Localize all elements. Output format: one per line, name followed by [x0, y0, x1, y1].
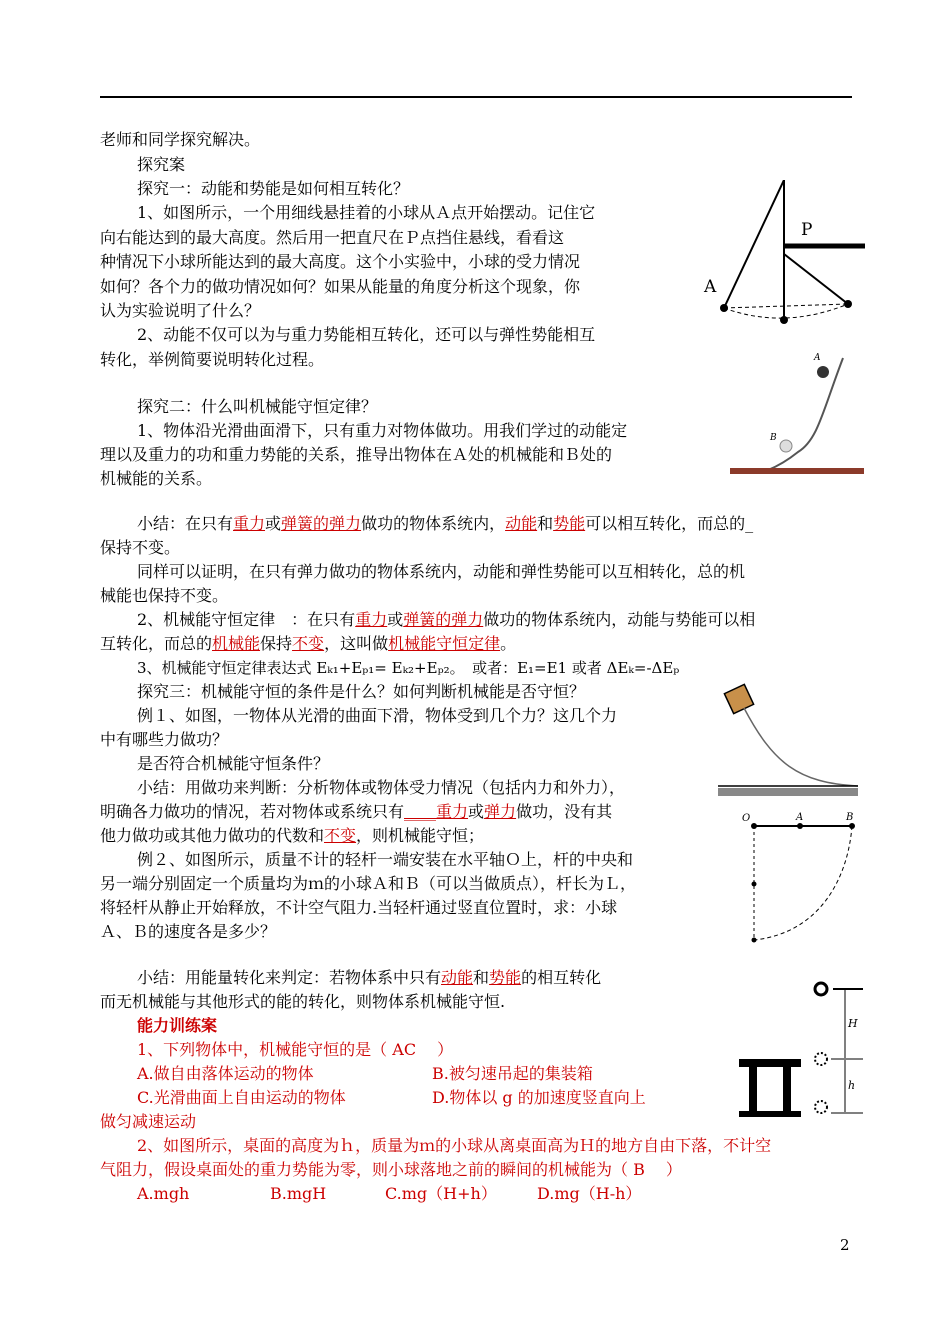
answer-blank: 弹簧的弹力	[281, 514, 362, 533]
pivot-o	[751, 823, 757, 829]
answer-blank: 重力	[355, 610, 388, 629]
table-figure	[735, 975, 865, 1125]
ball-table	[815, 1053, 827, 1065]
text: 做功的物体系统内，	[361, 514, 506, 533]
ball-ground	[815, 1101, 827, 1113]
text-line: 小结：用做功来判断：分析物体或物体受力情况（包括内力和外力），	[137, 778, 626, 797]
text: 和	[473, 968, 490, 987]
answer-blank: 不变	[292, 634, 325, 653]
answer-blank: 动能	[505, 514, 538, 533]
table-leg-left	[749, 1067, 757, 1113]
ball-bottom	[780, 316, 788, 324]
curved-slope	[768, 358, 843, 470]
string-left	[724, 180, 784, 308]
text-line: 而无机械能与其他形式的能的转化，则物体系机械能守恒.	[100, 992, 506, 1011]
option-c: C.光滑曲面上自由运动的物体	[137, 1088, 346, 1107]
text: 小结：在只有	[137, 514, 234, 533]
block	[724, 684, 753, 713]
text: 。	[500, 634, 517, 653]
text: 可以相互转化，而总的_	[585, 514, 754, 533]
label-b: B	[846, 812, 854, 823]
label-a: A	[796, 812, 804, 823]
label-h-big: H	[848, 1017, 858, 1030]
option-a: A.做自由落体运动的物体	[137, 1064, 314, 1083]
dashed-level	[724, 304, 848, 308]
text-line: 1、物体沿光滑曲面滑下，只有重力对物体做功。用我们学过的动能定	[137, 421, 628, 440]
text-line: 中有哪些力做功？	[100, 730, 229, 749]
text-line: 1、如图所示，一个用细线悬挂着的小球从Ａ点开始摆动。记住它	[137, 203, 596, 222]
text: ，则机械能守恒；	[356, 826, 485, 845]
answer-blank: 机械能	[212, 634, 261, 653]
option-b: B.mgH	[270, 1184, 327, 1203]
ball-a	[817, 366, 829, 378]
text-line: 另一端分别固定一个质量均为ｍ的小球Ａ和Ｂ（可以当做质点），杆长为Ｌ，	[100, 874, 637, 893]
table-base	[739, 1111, 801, 1117]
text-line: 同样可以证明，在只有弹力做功的物体系统内，动能和弹性势能可以互相转化，总的机	[137, 562, 746, 581]
summary-line	[137, 967, 601, 989]
page-number: 2	[840, 1236, 850, 1254]
text: 或	[387, 610, 404, 629]
question-line: 1、下列物体中，机械能守恒的是（ AC ）	[137, 1040, 454, 1059]
pendulum-figure	[700, 180, 870, 330]
text-line: Ａ、Ｂ的速度各是多少？	[100, 922, 277, 941]
option-d: D.物体以 g 的加速度竖直向上	[432, 1088, 646, 1107]
table-leg-right	[783, 1067, 791, 1113]
ground-hatch	[718, 788, 858, 796]
text: 小结：用能量转化来判定：若物体系中只有	[137, 968, 442, 987]
string-right	[784, 254, 848, 304]
text-line: 老师和同学探究解决。	[100, 130, 261, 149]
text-line: 种情况下小球所能达到的最大高度。这个小实验中，小球的受力情况	[100, 252, 581, 271]
header-rule	[100, 96, 852, 98]
question-line: 2、如图所示，桌面的高度为ｈ，质量为ｍ的小球从离桌面高为Ｈ的地方自由下落，不计空	[137, 1136, 772, 1155]
dashed-arc	[724, 304, 848, 318]
text: 或	[265, 514, 282, 533]
section-heading: 探究三：机械能守恒的条件是什么？如何判断机械能是否守恒？	[137, 682, 586, 701]
option-b: B.被匀速吊起的集装箱	[432, 1064, 593, 1083]
text-line: 理以及重力的功和重力势能的关系，推导出物体在Ａ处的机械能和Ｂ处的	[100, 445, 613, 464]
ball-a	[720, 304, 728, 312]
ground	[730, 468, 864, 474]
summary-line	[137, 513, 753, 535]
summary-line	[100, 801, 612, 823]
text: 互转化，而总的	[100, 634, 213, 653]
section-heading: 探究二：什么叫机械能守恒定律？	[137, 397, 378, 416]
answer-blank: 不变	[324, 826, 357, 845]
option-d: D.mg（H-h）	[537, 1184, 642, 1203]
text: 他力做功或其他力做功的代数和	[100, 826, 325, 845]
question-line: 气阻力，假设桌面处的重力势能为零，则小球落地之前的瞬间的机械能为（ B ）	[100, 1160, 682, 1179]
table-top	[739, 1059, 801, 1067]
curve-figure	[728, 350, 868, 480]
ball-right	[844, 300, 852, 308]
answer-blank: 重力	[233, 514, 266, 533]
text-line: 保持不变。	[100, 538, 181, 557]
text-line: 例２、如图所示，质量不计的轻杆一端安装在水平轴Ｏ上，杆的中央和	[137, 850, 634, 869]
text: 的相互转化	[521, 968, 602, 987]
label-b: B	[770, 433, 777, 443]
answer-blank: 势能	[489, 968, 522, 987]
text-line: 是否符合机械能守恒条件？	[137, 754, 330, 773]
text: 做功的物体系统内，动能与势能可以相	[483, 610, 756, 629]
section-heading: 能力训练案	[137, 1016, 218, 1035]
text: 2、机械能守恒定律 ：在只有	[137, 610, 356, 629]
ball-b-lower	[752, 938, 757, 943]
label-a: A	[704, 277, 717, 297]
law-line	[137, 609, 755, 631]
text: 保持	[260, 634, 293, 653]
answer-blank: ____重力	[404, 802, 469, 821]
ball-top	[815, 983, 827, 995]
incline-figure	[718, 678, 858, 802]
label-h-small: h	[848, 1079, 856, 1092]
option-a: A.mgh	[137, 1184, 190, 1203]
text: 和	[537, 514, 554, 533]
answer-blank: 动能	[441, 968, 474, 987]
text-line: 例１、如图，一物体从光滑的曲面下滑，物体受到几个力？这几个力	[137, 706, 618, 725]
summary-line	[100, 825, 484, 847]
label-p: P	[801, 220, 813, 240]
answer-blank: 机械能守恒定律	[388, 634, 501, 653]
section-heading: 探究案	[137, 155, 186, 174]
law-line	[100, 633, 516, 655]
text: ，这叫做	[324, 634, 389, 653]
text-line: 向右能达到的最大高度。然后用一把直尺在Ｐ点挡住悬线，看看这	[100, 228, 565, 247]
text: 明确各力做功的情况，若对物体或系统只有	[100, 802, 405, 821]
text-line: 2、动能不仅可以为与重力势能相互转化，还可以与弹性势能相互	[137, 325, 596, 344]
curved-surface	[744, 708, 858, 786]
text-line: 机械能的关系。	[100, 469, 213, 488]
arc-path	[754, 826, 852, 940]
text: 做功，没有其	[516, 802, 613, 821]
text-line: 认为实验说明了什么？	[100, 301, 261, 320]
text-line: 将轻杆从静止开始释放，不计空气阻力.当轻杆通过竖直位置时，求：小球	[100, 898, 618, 917]
ball-b	[849, 823, 855, 829]
ball-a-lower	[752, 882, 757, 887]
label-o: O	[742, 813, 751, 824]
answer-blank: 弹力	[484, 802, 517, 821]
ball-a	[797, 823, 803, 829]
answer-blank: 弹簧的弹力	[403, 610, 484, 629]
section-heading: 探究一：动能和势能是如何相互转化？	[137, 179, 410, 198]
option-c: C.mg（H+h）	[385, 1184, 497, 1203]
text-line: 械能也保持不变。	[100, 586, 229, 605]
answer-blank: 势能	[553, 514, 586, 533]
text-line: 做匀减速运动	[100, 1112, 197, 1131]
formula-line: 3、机械能守恒定律表达式 Eₖ₁+Eₚ₁= Eₖ₂+Eₚ₂。 或者：E₁=E1 或者 ΔEₖ=-ΔEₚ	[137, 659, 680, 677]
rod-figure	[740, 808, 860, 950]
text-line: 转化，举例简要说明转化过程。	[100, 350, 325, 369]
label-a: A	[814, 353, 821, 363]
ball-b	[780, 440, 792, 452]
text-line: 如何？各个力的做功情况如何？如果从能量的角度分析这个现象，你	[100, 277, 581, 296]
text: 或	[468, 802, 485, 821]
